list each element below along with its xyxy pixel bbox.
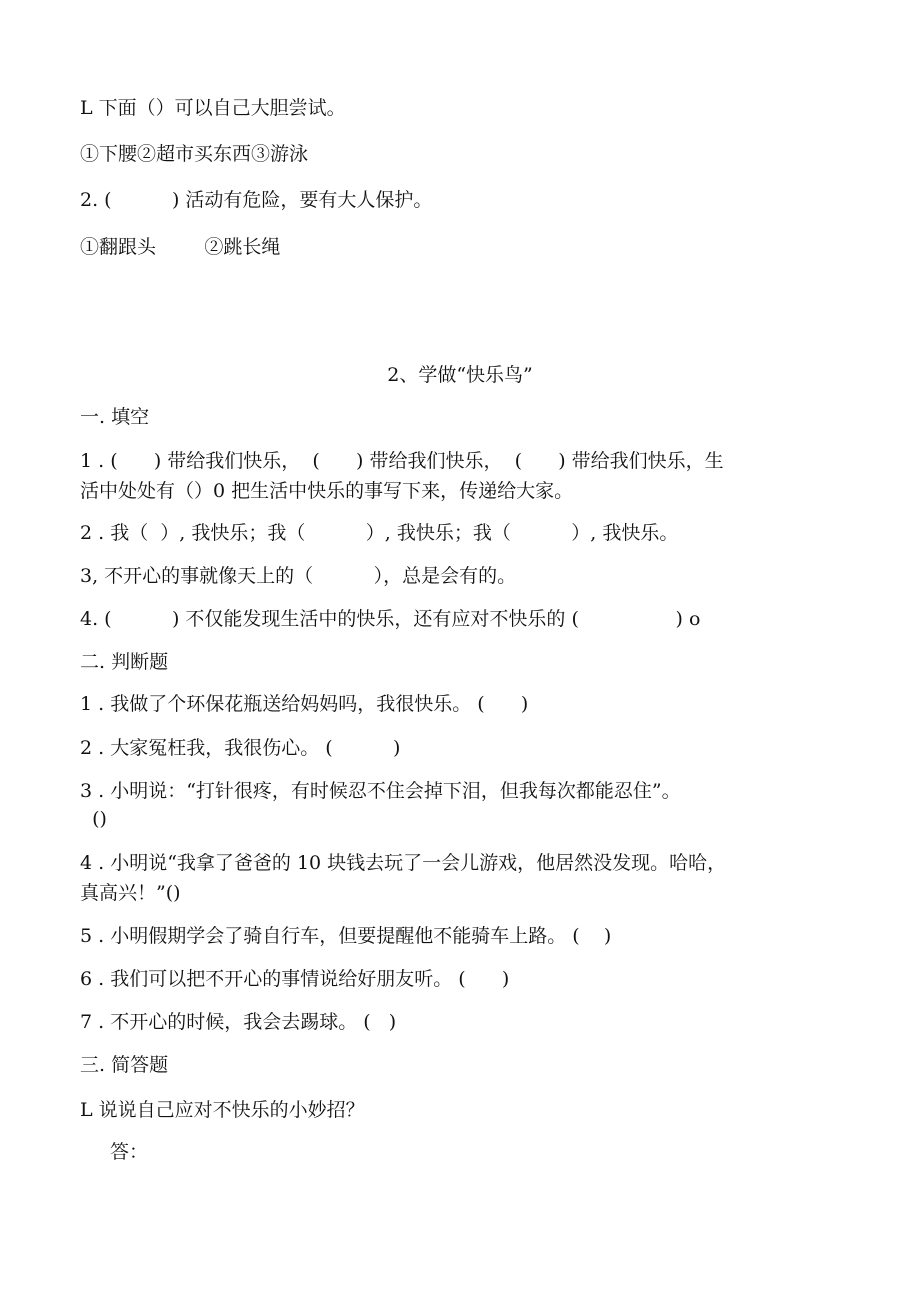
tf-question-7: 7 . 不开心的时候，我会去踢球。 ( ) <box>80 1011 397 1033</box>
prev-question-1-options: ①下腰②超市买东西③游泳 <box>80 143 309 165</box>
tf-question-6: 6 . 我们可以把不开心的事情说给好朋友听。 ( ) <box>80 968 510 990</box>
tf-question-2: 2 . 大家冤枉我，我很伤心。 ( ) <box>80 737 401 759</box>
tf-question-1: 1 . 我做了个环保花瓶送给妈妈吗，我很快乐。 ( ) <box>80 693 529 715</box>
short-answer-question-1: L 说说自己应对不快乐的小妙招？ <box>80 1099 365 1121</box>
lesson-title: 2、学做“快乐鸟” <box>387 364 533 386</box>
prev-question-2-options: ①翻跟头 ②跳长绳 <box>80 236 281 258</box>
prev-question-2: 2. ( ) 活动有危险，要有大人保护。 <box>80 189 433 211</box>
tf-question-4-line-1: 4 . 小明说“我拿了爸爸的 10 块钱去玩了一会儿游戏，他居然没发现。哈哈， <box>80 852 727 874</box>
fill-question-1-line-2: 活中处处有（）0 把生活中快乐的事写下来，传递给大家。 <box>80 480 574 502</box>
tf-question-4-line-2: 真高兴！”() <box>80 882 181 904</box>
tf-question-3-line-1: 3 . 小明说：“打针很疼，有时候忍不住会掉下泪，但我每次都能忍住”。 <box>80 780 681 802</box>
answer-label: 答： <box>110 1141 149 1163</box>
section-heading-true-false: 二. 判断题 <box>80 651 169 673</box>
prev-question-1: L 下面（）可以自己大胆尝试。 <box>80 97 346 119</box>
section-heading-fill-blank: 一. 填空 <box>80 406 150 428</box>
section-heading-short-answer: 三. 简答题 <box>80 1054 169 1076</box>
tf-question-5: 5 . 小明假期学会了骑自行车，但要提醒他不能骑车上路。 ( ) <box>80 925 612 947</box>
tf-question-3-line-2: () <box>80 808 107 830</box>
fill-question-2: 2 . 我（ ）, 我快乐；我（ ）, 我快乐；我（ ）, 我快乐。 <box>80 522 679 544</box>
fill-question-4: 4. ( ) 不仅能发现生活中的快乐，还有应对不快乐的 ( ) o <box>80 608 701 630</box>
fill-question-1-line-1: 1 . ( ) 带给我们快乐， ( ) 带给我们快乐， ( ) 带给我们快乐，生 <box>80 450 724 472</box>
fill-question-3: 3, 不开心的事就像天上的（ ），总是会有的。 <box>80 565 517 587</box>
